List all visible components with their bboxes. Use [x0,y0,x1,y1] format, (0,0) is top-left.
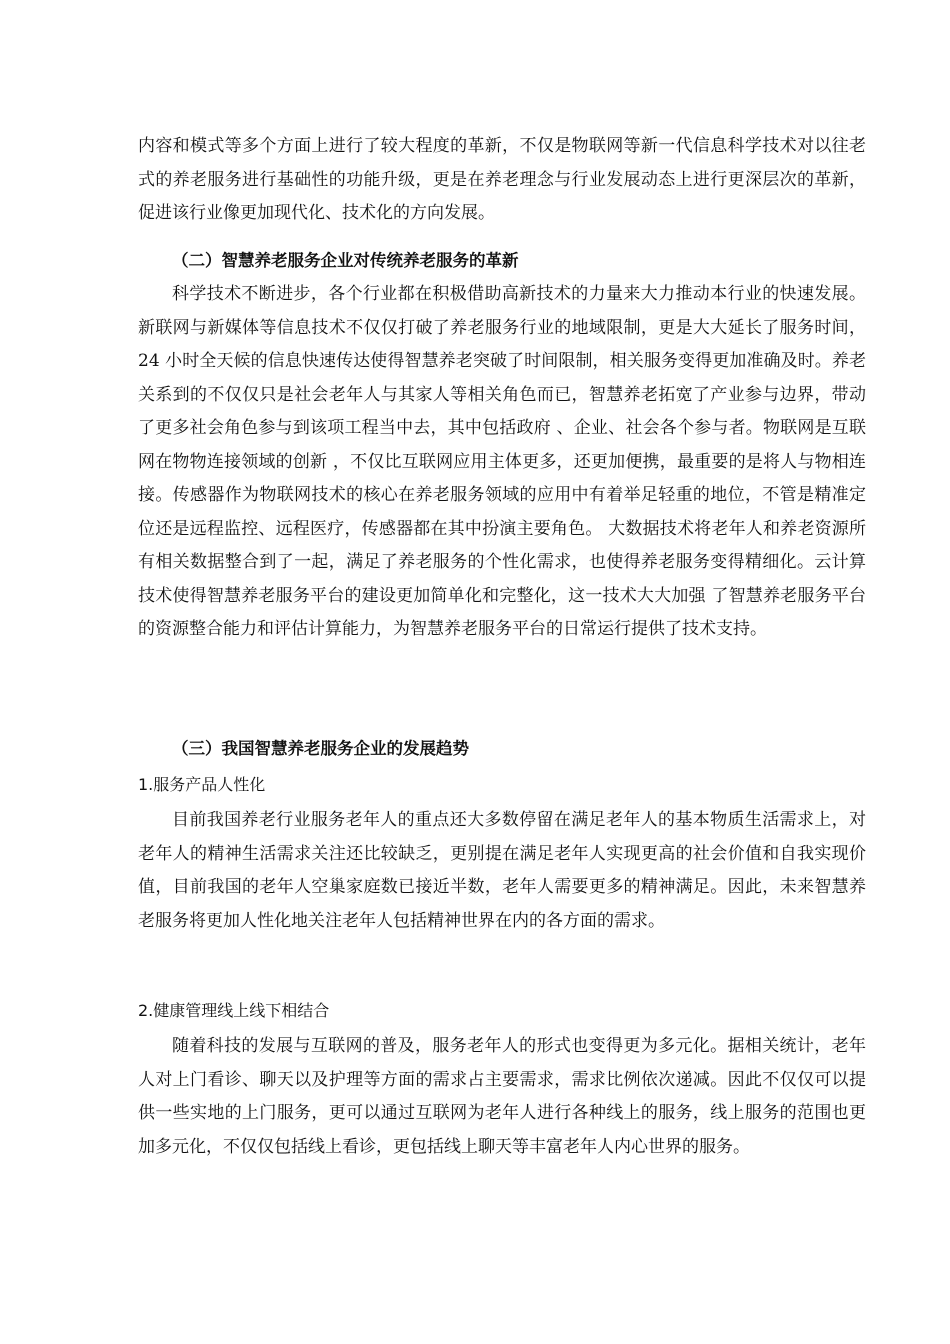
paragraph-tech: 科学技术不断进步，各个行业都在积极借助高新技术的力量来大力推动本行业的快速发展。新联网与新媒体等信息技术不仅仅打破了养老服务行业的地域限制，更是大大延长了服务时间，24 小时全天候的信息快速传达使得智慧养老突破了时间限制，相关服务变得更加准确及时。养老关系到的不仅仅只是社会老年人与其家人等相关角色而已，智慧养老拓宽了产业参与边界，带动了更多社会角色参与到该项工程当中去，其中包括政府 、企业、社会各个参与者。物联网是互联网在物物连接领域的创新 ，不仅比互联网应用主体更多，还更加便携，最重要的是将人与物相连接。传感器作为物联网技术的核心在养老服务领域的应用中有着举足轻重的地位，不管是精准定位还是远程监控、远程医疗，传感器都在其中扮演主要角色。 大数据技术将老年人和养老资源所有相关数据整合到了一起，满足了养老服务的个性化需求，也使得养老服务变得精细化。云计算技术使得智慧养老服务平台的建设更加简单化和完整化，这一技术大大加强 了智慧养老服务平台的资源整合能力和评估计算能力，为智慧养老服务平台的日常运行提供了技术支持。 [138,284,866,639]
paragraph-intro-block [138,130,866,231]
paragraph-intro: 内容和模式等多个方面上进行了较大程度的革新，不仅是物联网等新一代信息科学技术对以往老式的养老服务进行基础性的功能升级，更是在养老理念与行业发展动态上进行更深层次的革新，促进该行业像更加现代化、技术化的方向发展。 [138,136,866,223]
paragraph-health-block [138,1030,866,1164]
paragraph-tech-block [138,278,866,647]
paragraph-humanized-block [138,804,866,938]
section-heading-three: （三）我国智慧养老服务企业的发展趋势 [172,739,469,758]
subsection-heading-1: 1.服务产品人性化 [138,775,266,794]
subsection-heading-2: 2.健康管理线上线下相结合 [138,1001,330,1020]
paragraph-humanized: 目前我国养老行业服务老年人的重点还大多数停留在满足老年人的基本物质生活需求上，对老年人的精神生活需求关注还比较缺乏，更别提在满足老年人实现更高的社会价值和自我实现价值，目前我国的老年人空巢家庭数已接近半数，老年人需要更多的精神满足。因此，未来智慧养老服务将更加人性化地关注老年人包括精神世界在内的各方面的需求。 [138,810,866,931]
section-heading-two: （二）智慧养老服务企业对传统养老服务的革新 [172,251,519,270]
paragraph-health: 随着科技的发展与互联网的普及，服务老年人的形式也变得更为多元化。据相关统计，老年人对上门看诊、聊天以及护理等方面的需求占主要需求，需求比例依次递减。因此不仅仅可以提供一些实地的上门服务，更可以通过互联网为老年人进行各种线上的服务，线上服务的范围也更加多元化，不仅仅包括线上看诊，更包括线上聊天等丰富老年人内心世界的服务。 [138,1036,866,1157]
